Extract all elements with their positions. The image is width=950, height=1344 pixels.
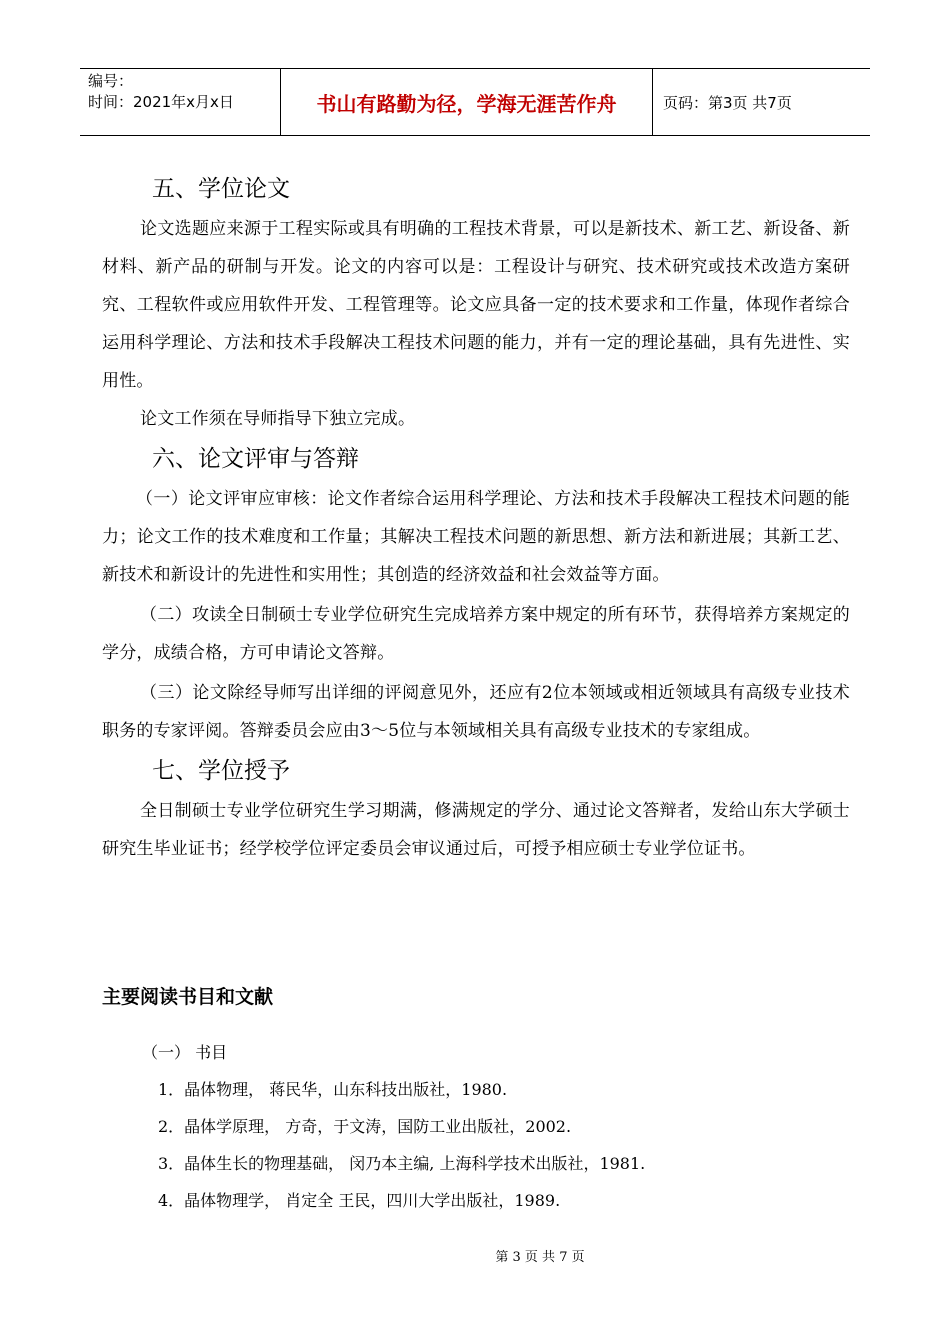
paragraph: 全日制硕士专业学位研究生学习期满，修满规定的学分、通过论文答辩者，发给山东大学硕士研究生毕业证书；经学校学位评定委员会审议通过后，可授予相应硕士专业学位证书。 (102, 801, 850, 859)
paragraph: （二）攻读全日制硕士专业学位研究生完成培养方案中规定的所有环节，获得培养方案规定的学分，成绩合格，方可申请论文答辩。 (102, 605, 850, 663)
reading-subheading: （一） 书目 (142, 1043, 228, 1062)
section-title-review-defense: 六、论文评审与答辩 (152, 446, 359, 472)
reading-item: 3．晶体生长的物理基础， 闵乃本主编, 上海科学技术出版社，1981. (158, 1154, 646, 1173)
header-motto: 书山有路勤为径，学海无涯苦作舟 (281, 69, 653, 135)
reading-item: 4．晶体物理学， 肖定全 王民，四川大学出版社，1989. (158, 1191, 561, 1210)
section-title-degree-award: 七、学位授予 (152, 758, 290, 784)
section-title-thesis: 五、学位论文 (152, 176, 290, 202)
document-body (102, 168, 850, 868)
paragraph: 论文工作须在导师指导下独立完成。 (140, 409, 416, 429)
paragraph: 论文选题应来源于工程实际或具有明确的工程技术背景，可以是新技术、新工艺、新设备、新材料、新产品的研制与开发。论文的内容可以是：工程设计与研究、技术研究或技术改造方案研究、工程软件或应用软件开发、工程管理等。论文应具备一定的技术要求和工作量，体现作者综合运用科学理论、方法和技术手段解决工程技术问题的能力，并有一定的理论基础，具有先进性、实用性。 (102, 219, 850, 391)
reading-item: 2．晶体学原理， 方奇，于文涛，国防工业出版社，2002. (158, 1117, 572, 1136)
paragraph: （一）论文评审应审核：论文作者综合运用科学理论、方法和技术手段解决工程技术问题的能力；论文工作的技术难度和工作量；其解决工程技术问题的新思想、新方法和新进展；其新工艺、新技术和新设计的先进性和实用性；其创造的经济效益和社会效益等方面。 (102, 489, 850, 585)
paragraph: （三）论文除经导师写出详细的评阅意见外，还应有2位本领域或相近领域具有高级专业技术职务的专家评阅。答辩委员会应由3～5位与本领域相关具有高级专业技术的专家组成。 (102, 683, 850, 741)
reading-item: 1．晶体物理， 蒋民华，山东科技出版社，1980. (158, 1080, 508, 1099)
header-meta (80, 69, 281, 135)
reading-list (142, 1034, 645, 1219)
page-header (80, 68, 870, 136)
header-number-label: 编号： (88, 72, 134, 90)
reading-list-title: 主要阅读书目和文献 (102, 986, 274, 1008)
header-time-label: 时间：2021年x月x日 (88, 93, 234, 111)
page-footer: 第 3 页 共 7 页 (495, 1250, 585, 1265)
header-page-info: 页码：第3页 共7页 (663, 93, 792, 112)
